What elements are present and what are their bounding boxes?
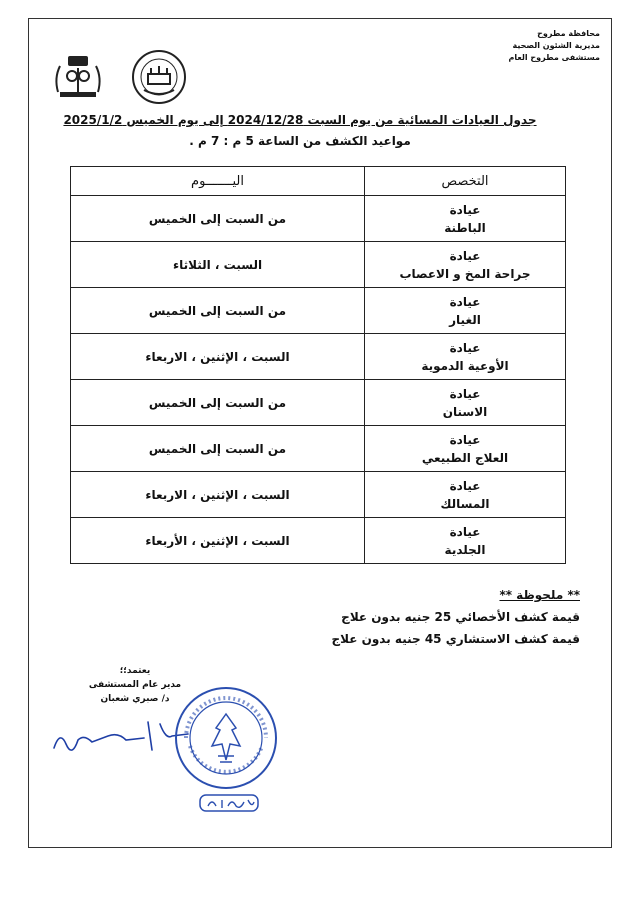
serial-number-stamp — [198, 792, 260, 814]
clinic-word: عيادة — [449, 478, 481, 493]
clinic-schedule-table — [70, 166, 566, 564]
clinic-word: عيادة — [449, 386, 481, 401]
days-cell: من السبت إلى الخميس — [71, 380, 365, 426]
table-row — [71, 472, 566, 518]
hospital-logo — [130, 48, 188, 106]
specialty-name: المسالك — [440, 496, 490, 511]
specialty-name: جراحة المخ و الاعصاب — [399, 266, 531, 281]
days-cell: السبت ، الثلاثاء — [71, 242, 365, 288]
header-directorate: مديرية الشئون الصحية — [512, 41, 600, 50]
specialty-cell — [365, 288, 566, 334]
clinic-word: عيادة — [449, 202, 481, 217]
table-row — [71, 518, 566, 564]
clinic-word: عيادة — [449, 340, 481, 355]
approver-title: مدير عام المستشفى — [88, 680, 182, 690]
specialty-cell — [365, 242, 566, 288]
note-consultant-fee: قيمة كشف الاستشاري 45 جنيه بدون علاج — [331, 632, 580, 646]
days-cell: من السبت إلى الخميس — [71, 426, 365, 472]
clinic-word: عيادة — [449, 524, 481, 539]
table-row — [71, 334, 566, 380]
approver-name: د/ صبري شعبان — [100, 694, 170, 704]
specialty-cell — [365, 334, 566, 380]
approval-heading: يعتمد؛؛ — [119, 666, 151, 676]
table-row — [71, 242, 566, 288]
table-row — [71, 196, 566, 242]
note-specialist-fee: قيمة كشف الأخصائي 25 جنيه بدون علاج — [341, 610, 580, 624]
table-row — [71, 380, 566, 426]
days-cell: من السبت إلى الخميس — [71, 288, 365, 334]
clinic-word: عيادة — [449, 248, 481, 263]
specialty-cell — [365, 196, 566, 242]
days-cell: من السبت إلى الخميس — [71, 196, 365, 242]
column-header-day: اليـــــــوم — [71, 167, 365, 196]
specialty-cell — [365, 472, 566, 518]
specialty-cell — [365, 426, 566, 472]
table-row — [71, 288, 566, 334]
notes-title: ** ملحوظة ** — [499, 588, 580, 602]
header-hospital: مستشفى مطروح العام — [508, 53, 600, 62]
issuer-header — [460, 28, 600, 64]
specialty-name: الأوعية الدموية — [421, 358, 509, 373]
table-row — [71, 426, 566, 472]
schedule-title: جدول العيادات المسائية من يوم السبت 2024/12/28 إلى يوم الخميس 2025/1/2 — [63, 113, 537, 127]
clinic-word: عيادة — [449, 294, 481, 309]
specialty-cell — [365, 380, 566, 426]
specialty-cell — [365, 518, 566, 564]
specialty-name: العلاج الطبيعي — [421, 450, 509, 465]
official-stamp — [172, 684, 280, 792]
column-header-specialty: التخصص — [365, 167, 566, 196]
days-cell: السبت ، الإثنين ، الاربعاء — [71, 472, 365, 518]
notes-section — [260, 584, 580, 650]
ministry-of-health-logo — [50, 52, 106, 102]
header-governorate: محافظة مطروح — [537, 29, 600, 38]
clinic-word: عيادة — [449, 432, 481, 447]
days-cell: السبت ، الإثنين ، الاربعاء — [71, 334, 365, 380]
schedule-hours: مواعيد الكشف من الساعة 5 م : 7 م . — [189, 134, 411, 148]
table-header-row — [71, 167, 566, 196]
specialty-name: الغيار — [449, 312, 481, 327]
specialty-name: الجلدية — [444, 542, 486, 557]
days-cell: السبت ، الإثنين ، الأربعاء — [71, 518, 365, 564]
specialty-name: الاسنان — [442, 404, 488, 419]
specialty-name: الباطنة — [444, 220, 486, 235]
